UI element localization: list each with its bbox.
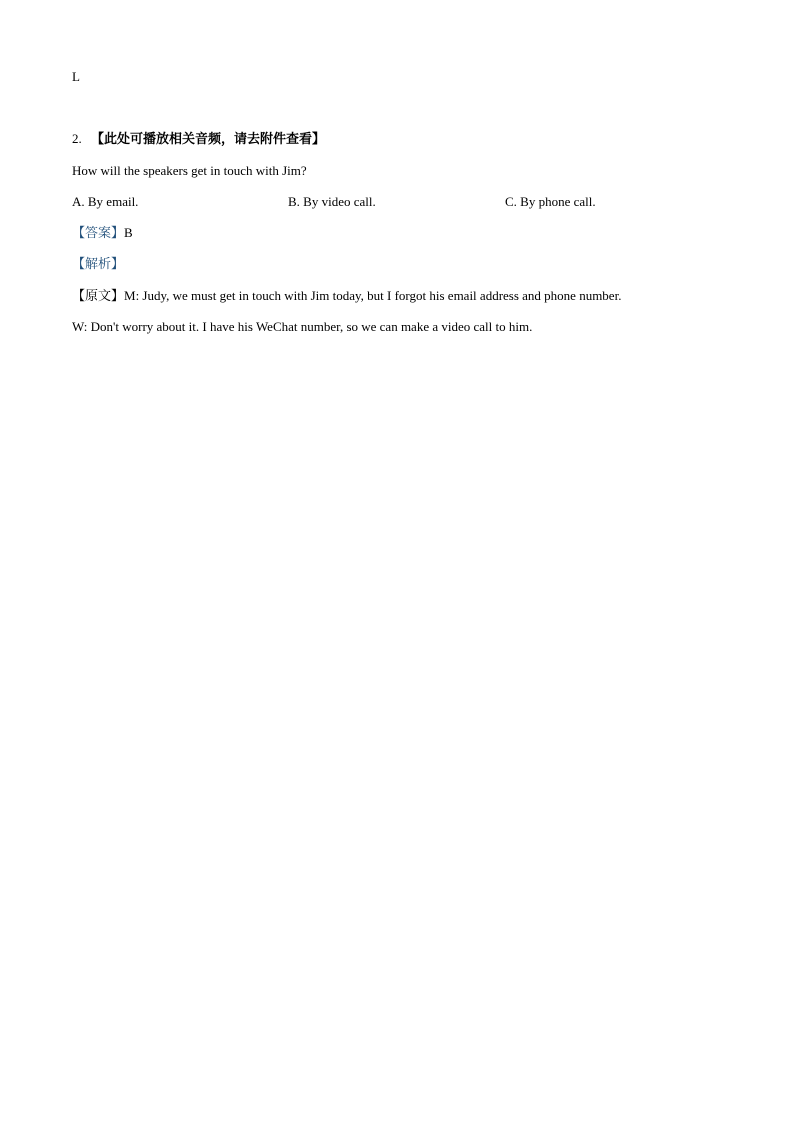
transcript-label: 【原文】 [72,288,125,303]
audio-note: 【此处可播放相关音频，请去附件查看】 [91,131,326,146]
answer-line [72,224,133,242]
transcript-line-2: W: Don't worry about it. I have his WeChat number, so we can make a video call to him. [72,319,533,334]
transcript-speaker-m: M: Judy, we must get in touch with Jim today, but I forgot his email address and phone number. [124,288,622,303]
answer-label: 【答案】 [72,225,125,240]
question-prompt: How will the speakers get in touch with Jim? [72,163,307,178]
analysis-line [72,255,124,273]
answer-value: B [124,225,133,240]
option-a: A. By email. [72,194,139,209]
question-header [72,130,325,148]
question-number: 2. [72,131,82,146]
analysis-label: 【解析】 [72,256,125,271]
leading-letter: L [72,69,80,84]
option-b: B. By video call. [288,194,376,209]
option-c: C. By phone call. [505,194,596,209]
transcript-line-1 [72,287,621,305]
